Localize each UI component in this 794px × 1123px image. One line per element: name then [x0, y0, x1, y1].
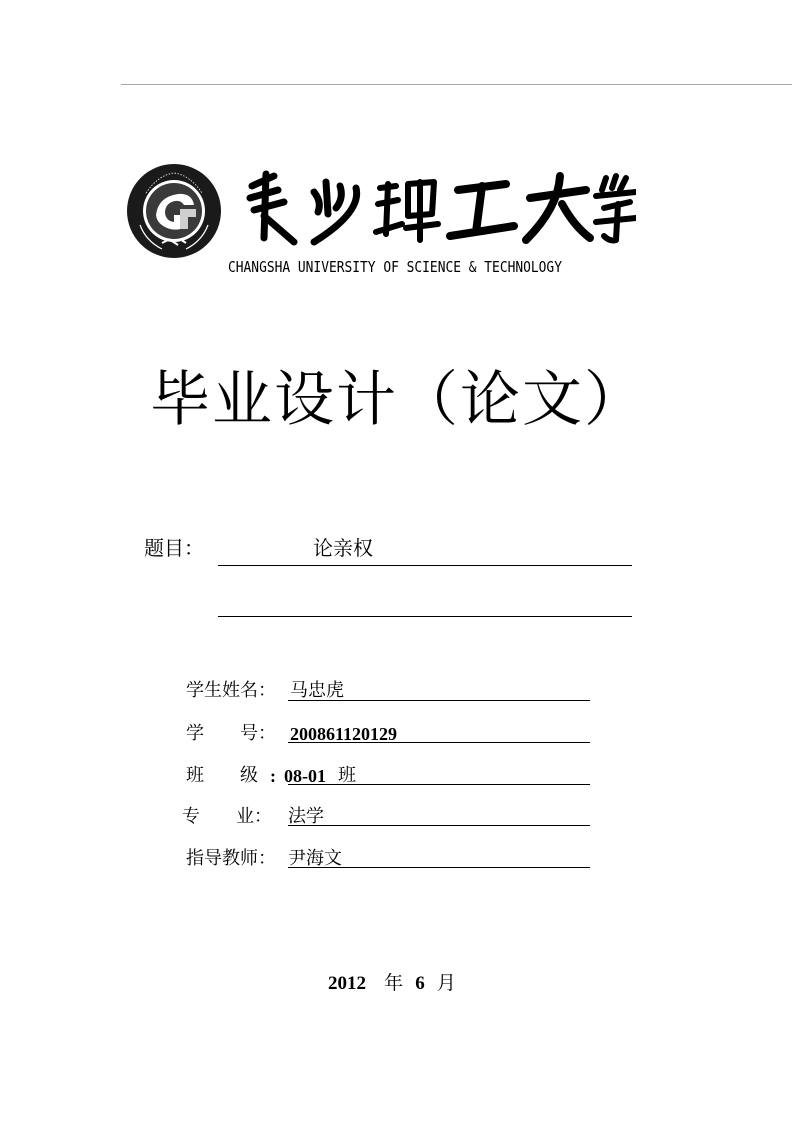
student-id-label: 学 号： — [186, 723, 276, 744]
class-number: 08-01 — [284, 766, 326, 786]
student-id-value: 200861120129 — [290, 724, 398, 744]
date-month: 6 — [415, 973, 425, 994]
class-suffix: 班 — [338, 765, 356, 786]
major-label: 专 业： — [182, 806, 272, 827]
student-id-underline — [288, 742, 590, 743]
university-calligraphy-wordmark — [244, 168, 636, 248]
class-label: 班 级 — [186, 765, 258, 786]
submission-date — [328, 970, 456, 997]
university-english-name: CHANGSHA UNIVERSITY OF SCIENCE & TECHNOLOGY — [228, 258, 562, 276]
topic-label: 题目： — [144, 536, 204, 560]
class-colon: : — [270, 766, 276, 786]
date-year-unit: 年 — [384, 972, 404, 994]
major-underline — [288, 825, 590, 826]
date-year: 2012 — [328, 973, 366, 994]
advisor-value: 尹海文 — [288, 848, 342, 869]
student-name-value: 马忠虎 — [290, 680, 344, 701]
advisor-label: 指导教师： — [186, 848, 276, 869]
document-title: 毕业设计（论文） — [150, 365, 646, 435]
major-value: 法学 — [288, 806, 324, 827]
class-underline — [288, 784, 590, 785]
advisor-underline — [288, 867, 590, 868]
topic-value: 论亲权 — [313, 536, 373, 560]
header-rule — [121, 84, 792, 85]
university-seal-logo — [126, 163, 222, 259]
topic-underline-1 — [218, 565, 632, 566]
date-month-unit: 月 — [436, 972, 456, 994]
topic-underline-2 — [218, 616, 632, 617]
student-name-underline — [288, 700, 590, 701]
student-name-label: 学生姓名： — [186, 680, 276, 701]
